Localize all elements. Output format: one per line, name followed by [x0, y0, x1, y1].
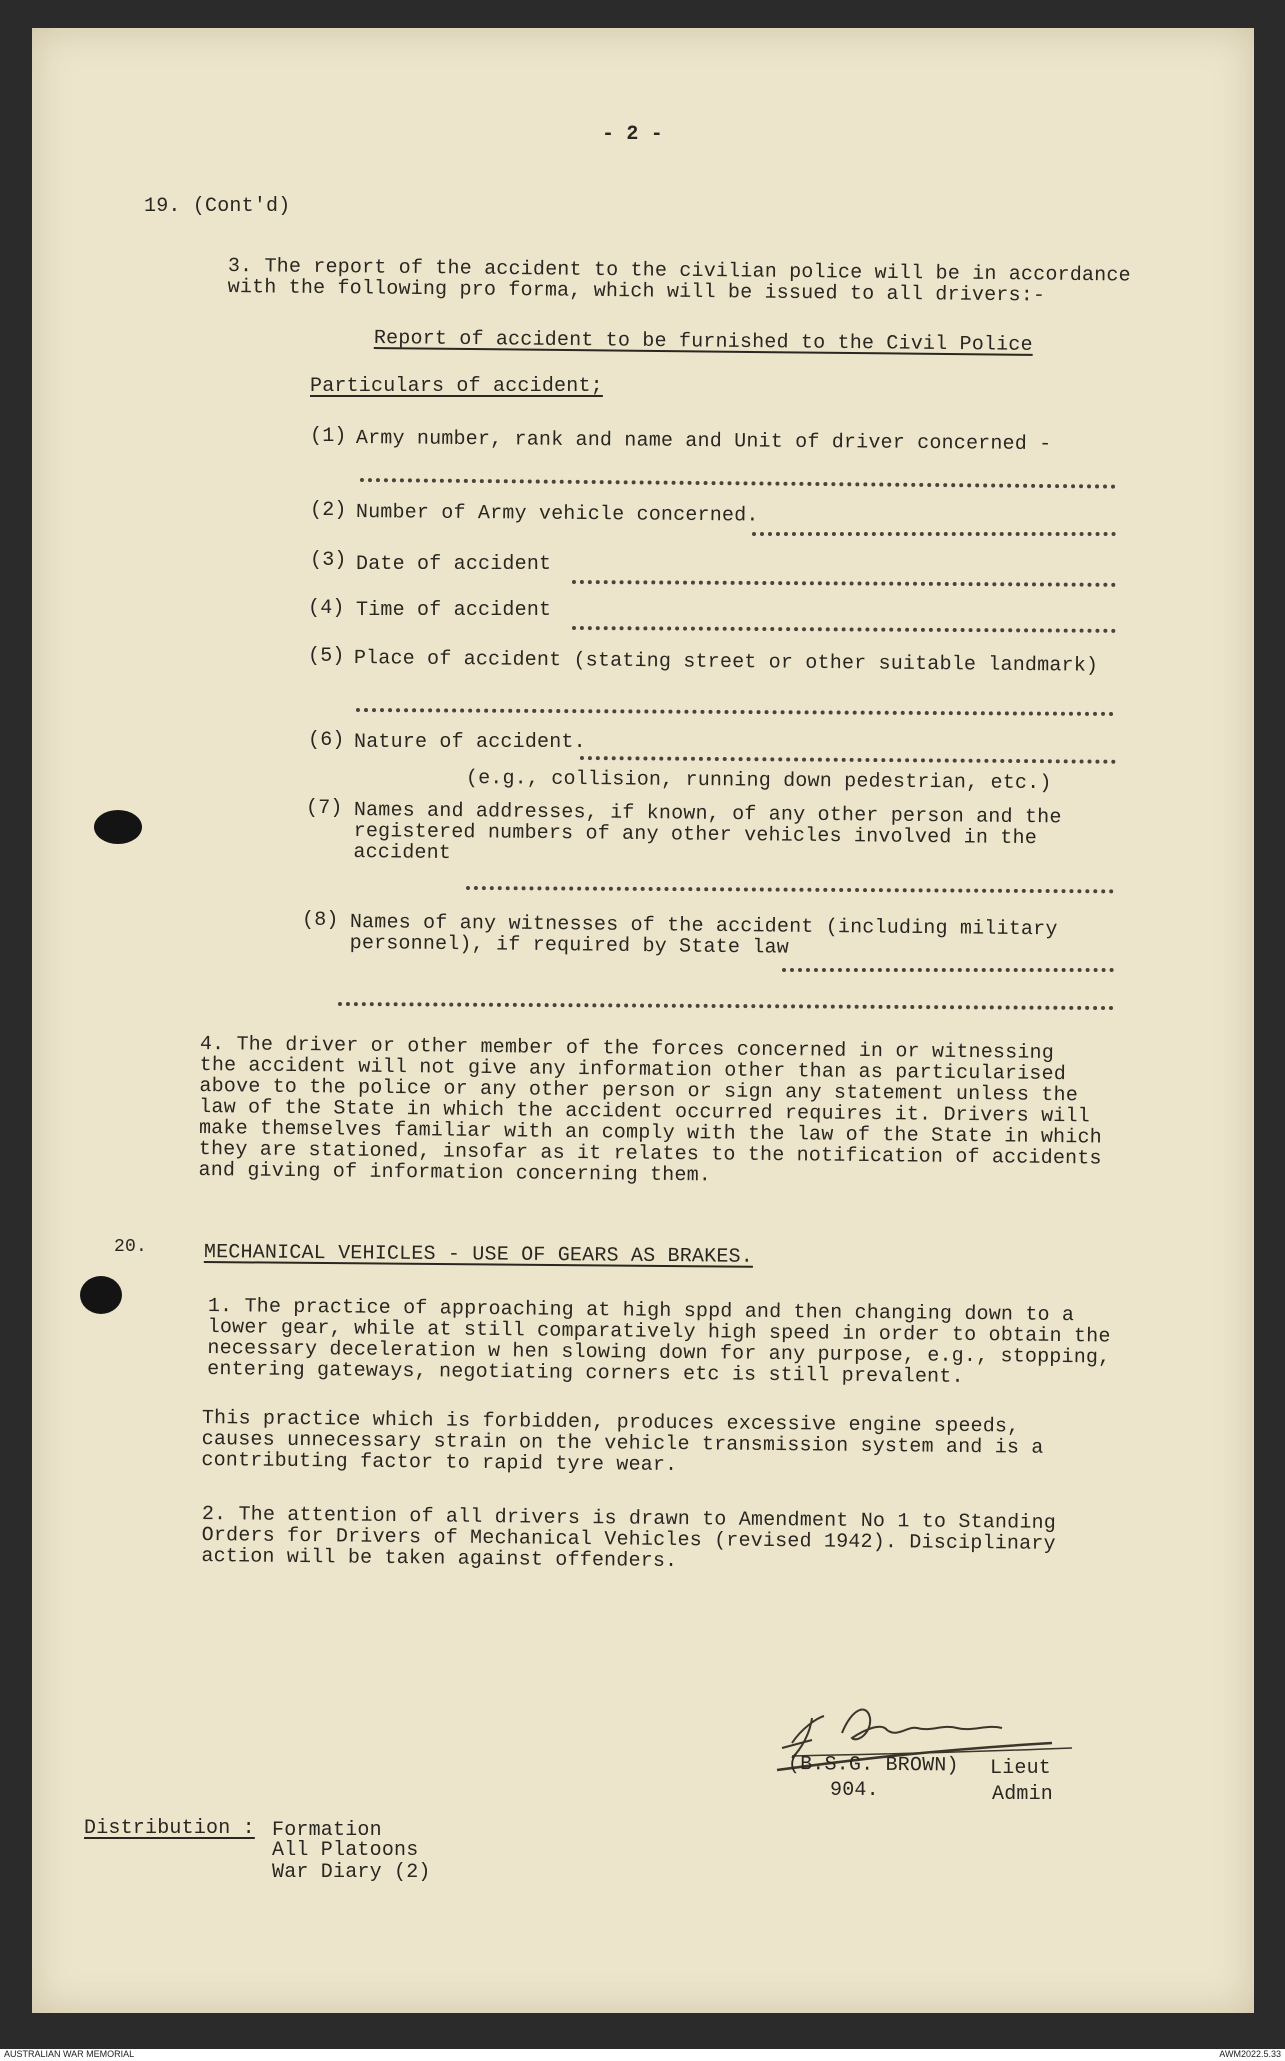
item-6-blank-line	[580, 756, 1116, 764]
item-6-note: (e.g., collision, running down pedestrian, etc.)	[465, 767, 1052, 796]
item-1-number: (1)	[310, 425, 347, 448]
item-5-number: (5)	[308, 645, 345, 668]
item-3-number: (3)	[310, 549, 347, 572]
section-20-title: MECHANICAL VEHICLES - USE OF GEARS AS BRAKES.	[203, 1241, 754, 1269]
archive-reference: AWM2022.5.33	[1219, 2049, 1281, 2059]
item-8-blank-line-a	[782, 968, 1114, 972]
punch-hole-bottom	[80, 1276, 122, 1314]
paragraph-4: 4. The driver or other member of the forces concerned in or witnessing the accident will not give any information other than as particularised above to the police or any other person or sign any statement unless the law of the State in which the accident occurred requires it. Drivers will make themselves familiar with an comply with the law of the State in which they are stationed, insofar as it relates to the notification of accidents and giving of information concerning them.	[198, 1033, 1103, 1188]
item-3-text: Date of accident	[356, 553, 552, 576]
distribution-label: Distribution :	[84, 1817, 255, 1840]
section-19-heading: 19. (Cont'd)	[144, 195, 291, 218]
item-8-text: Names of any witnesses of the accident (including military personnel), if required by State law	[349, 911, 1058, 960]
item-4-number: (4)	[308, 597, 345, 620]
paragraph-3-intro: 3. The report of the accident to the civilian police will be in accordance with the following pro forma, which will be issued to all drivers:-	[227, 255, 1131, 308]
item-6-text: Nature of accident.	[354, 731, 586, 754]
item-2-text: Number of Army vehicle concerned.	[355, 501, 759, 528]
distribution-item: All Platoons	[272, 1839, 419, 1862]
archive-footer	[0, 2049, 1285, 2061]
item-6-number: (6)	[308, 729, 345, 752]
item-2-number: (2)	[310, 499, 347, 522]
section-20-paragraph-1: 1. The practice of approaching at high sppd and then changing down to a lower gear, while at still comparatively high speed in order to obtain the necessary deceleration w hen slowing down for any purpose, e.g., stopping, entering gateways, negotiating corners etc is still prevalent.	[207, 1295, 1111, 1389]
signatory-rank: Lieut	[990, 1757, 1052, 1780]
item-5-blank-line	[356, 708, 1114, 716]
item-7-text: Names and addresses, if known, of any other person and the registered numbers of any other vehicles involved in the accident	[353, 799, 1062, 866]
item-8-number: (8)	[302, 909, 339, 932]
section-20-number: 20.	[114, 1237, 148, 1257]
section-20-paragraph-2: 2. The attention of all drivers is drawn to Amendment No 1 to Standing Orders for Drivers of Mechanical Vehicles (revised 1942). Disciplinary action will be taken against offenders.	[201, 1503, 1057, 1573]
report-title: Report of accident to be furnished to the Civil Police	[373, 327, 1033, 357]
distribution-item: Formation	[272, 1819, 382, 1842]
section-20-paragraph-1-continued: This practice which is forbidden, produces excessive engine speeds, causes unnecessary strain on the vehicle transmission system and is a contributing factor to rapid tyre wear.	[201, 1407, 1044, 1477]
item-8-blank-line-b	[338, 1002, 1114, 1010]
signatory-role: Admin	[992, 1783, 1054, 1806]
item-2-blank-line	[752, 532, 1116, 536]
archive-name: AUSTRALIAN WAR MEMORIAL	[4, 2049, 135, 2059]
item-7-number: (7)	[306, 797, 343, 820]
punch-hole-top	[94, 810, 142, 844]
item-5-text: Place of accident (stating street or other suitable landmark)	[353, 647, 1099, 678]
page-number: - 2 -	[602, 123, 664, 146]
item-1-text: Army number, rank and name and Unit of driver concerned -	[355, 427, 1052, 457]
document-page	[32, 28, 1254, 2013]
item-3-blank-line	[572, 580, 1116, 587]
item-7-blank-line	[466, 886, 1114, 893]
distribution-item: War Diary (2)	[272, 1861, 431, 1884]
signatory-name: (B.S.G. BROWN)	[787, 1753, 959, 1778]
item-4-text: Time of accident	[356, 599, 552, 622]
particulars-heading: Particulars of accident;	[310, 375, 603, 398]
item-1-blank-line	[360, 478, 1116, 489]
signatory-number: 904.	[830, 1779, 879, 1802]
item-4-blank-line	[572, 626, 1116, 633]
